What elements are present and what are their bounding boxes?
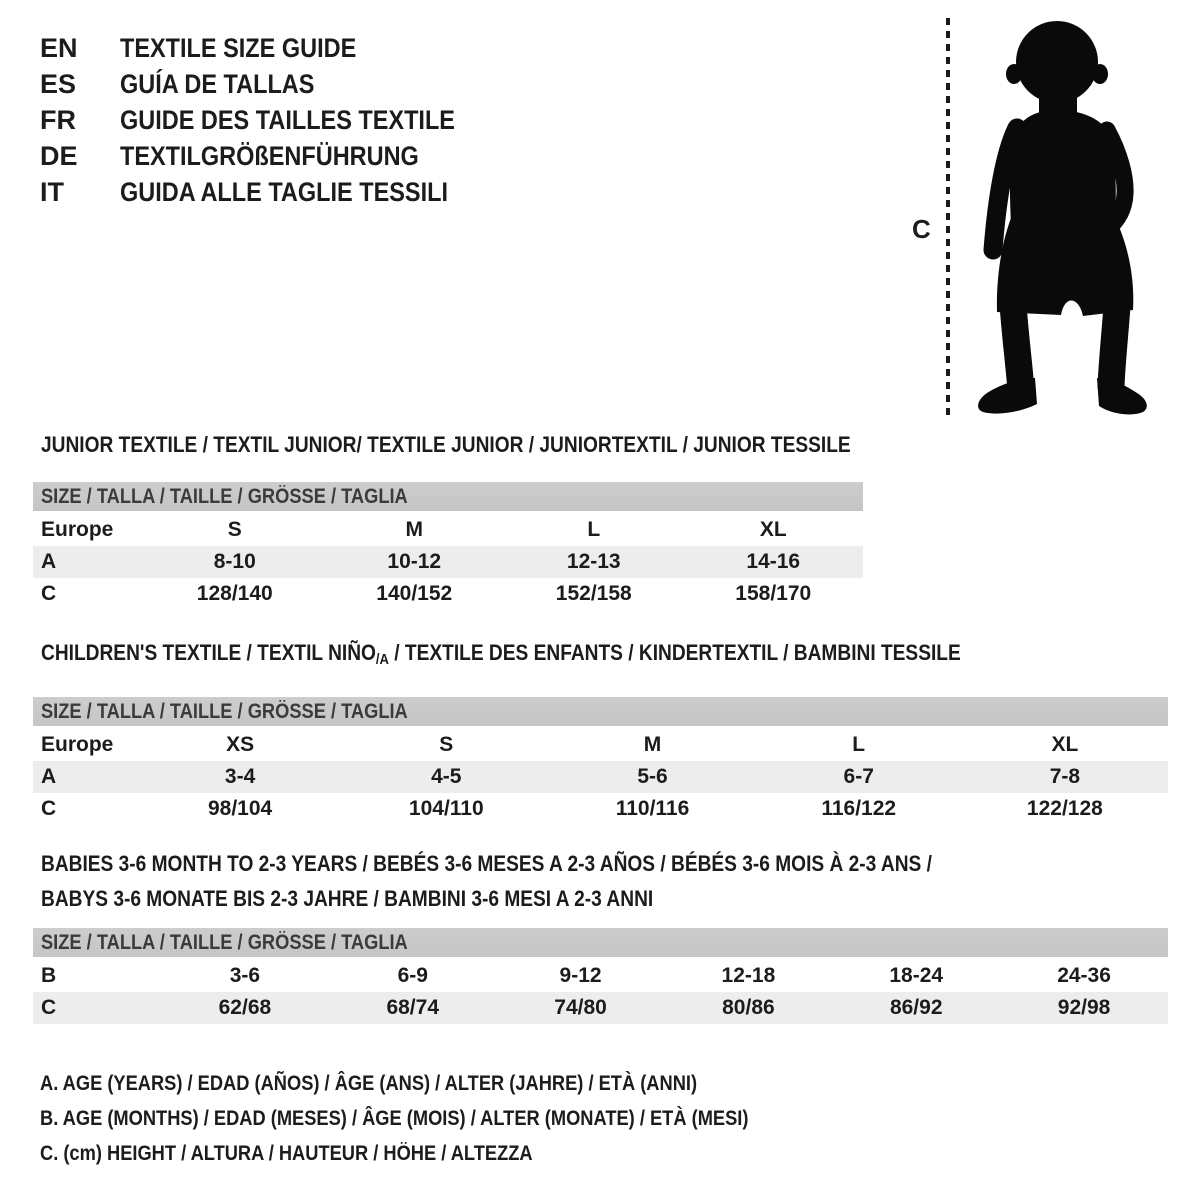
section-children-textile: [33, 642, 1168, 825]
size-value-cell: 62/68: [218, 996, 272, 1019]
section-junior-textile: [33, 434, 863, 610]
nino-a-subscript: /A: [375, 651, 389, 668]
size-value-cell: 92/98: [1057, 996, 1111, 1019]
size-value-cell: 6-9: [397, 964, 428, 987]
size-value-cell: 110/116: [615, 797, 690, 820]
guide-title-es: GUÍA DE TALLAS: [120, 68, 315, 99]
size-value-cell: 3-6: [229, 964, 261, 987]
size-value-cell: 7-8: [1049, 765, 1081, 788]
junior-heading-text: JUNIOR TEXTILE / TEXTIL JUNIOR/ TEXTILE JUNIOR / JUNIORTEXTIL / JUNIOR TESSILE: [41, 432, 851, 457]
junior-size-table: [33, 482, 863, 610]
size-value-cell: 158/170: [735, 582, 812, 605]
size-value-cell: 68/74: [386, 996, 440, 1019]
size-value-cell: 12-13: [566, 550, 621, 573]
language-row-it: [40, 174, 505, 210]
language-code: IT: [40, 176, 64, 207]
guide-title-it: GUIDA ALLE TAGLIE TESSILI: [120, 176, 448, 207]
size-value-cell: L: [587, 518, 601, 541]
size-value-cell: 10-12: [387, 550, 442, 573]
size-value-cell: S: [227, 518, 242, 541]
row-label: Europe: [41, 518, 114, 541]
size-value-cell: 140/152: [376, 582, 453, 605]
row-label: A: [41, 550, 57, 573]
table-row: [33, 793, 1168, 825]
size-table-header: [33, 928, 1168, 957]
size-value-cell: 3-4: [224, 765, 256, 788]
row-label: C: [41, 582, 57, 605]
size-value-cell: 116/122: [821, 797, 897, 820]
table-row: [33, 761, 1168, 793]
size-value-cell: 5-6: [637, 765, 668, 788]
size-value-cell: M: [405, 518, 423, 541]
size-table-header-text: SIZE / TALLA / TAILLE / GRÖSSE / TAGLIA: [41, 931, 408, 954]
table-row: [33, 729, 1168, 761]
size-value-cell: 80/86: [722, 996, 775, 1019]
row-label: C: [41, 797, 57, 820]
size-value-cell: 8-10: [213, 550, 256, 573]
size-value-cell: 4-5: [431, 765, 462, 788]
footnote-c: C. (cm) HEIGHT / ALTURA / HAUTEUR / HÖHE / ALTEZZA: [40, 1142, 533, 1165]
children-heading-text: CHILDREN'S TEXTILE / TEXTIL $NIÑO_{/A}$ / TEXTILE DES ENFANTS / KINDERTEXTIL / BAMBINI TESSILE: [41, 640, 961, 668]
legend-footnotes: [40, 1066, 854, 1171]
size-value-cell: 104/110: [408, 797, 484, 820]
size-value-cell: XL: [759, 518, 787, 541]
table-row: [33, 960, 1168, 992]
size-value-cell: S: [439, 733, 454, 756]
size-value-cell: 14-16: [746, 550, 801, 573]
babies-size-table: [33, 928, 1168, 1024]
babies-heading-line-1: BABIES 3-6 MONTH TO 2-3 YEARS / BEBÉS 3-6 MESES A 2-3 AÑOS / BÉBÉS 3-6 MOIS À 2-3 ANS /: [41, 851, 932, 876]
footnote-b: B. AGE (MONTHS) / EDAD (MESES) / ÂGE (MOIS) / ALTER (MONATE) / ETÀ (MESI): [40, 1107, 749, 1130]
language-code: EN: [40, 32, 78, 63]
row-label: A: [41, 765, 57, 788]
size-value-cell: 152/158: [555, 582, 632, 605]
row-label: B: [41, 964, 57, 987]
size-value-cell: 18-24: [889, 964, 944, 987]
size-value-cell: L: [852, 733, 866, 756]
size-table-header: [33, 697, 1168, 726]
language-code: FR: [40, 104, 76, 135]
size-value-cell: 6-7: [843, 765, 874, 788]
size-value-cell: M: [643, 733, 662, 756]
size-value-cell: XS: [226, 733, 255, 756]
row-label: C: [41, 996, 57, 1019]
table-row: [33, 514, 863, 546]
row-label: Europe: [41, 733, 114, 756]
height-dimension-label: C: [912, 214, 931, 244]
guide-title-en: TEXTILE SIZE GUIDE: [120, 32, 357, 63]
table-row: [33, 578, 863, 610]
language-code: DE: [40, 140, 78, 171]
size-value-cell: 74/80: [554, 996, 607, 1019]
footnote-a: A. AGE (YEARS) / EDAD (AÑOS) / ÂGE (ANS) / ALTER (JAHRE) / ETÀ (ANNI): [40, 1072, 698, 1095]
guide-title-fr: GUIDE DES TAILLES TEXTILE: [120, 104, 455, 135]
table-row: [33, 992, 1168, 1024]
language-title-list: [40, 30, 505, 210]
language-row-de: [40, 138, 505, 174]
size-value-cell: 12-18: [721, 964, 776, 987]
children-size-table: [33, 697, 1168, 825]
children-section-heading: [41, 642, 1168, 671]
size-value-cell: 86/92: [889, 996, 943, 1019]
size-value-cell: XL: [1051, 733, 1079, 756]
language-row-en: [40, 30, 505, 66]
babies-section-heading: [41, 846, 1168, 916]
junior-section-heading: [41, 434, 863, 456]
language-row-es: [40, 66, 505, 102]
size-value-cell: 24-36: [1057, 964, 1111, 987]
babies-heading-line-2: BABYS 3-6 MONATE BIS 2-3 JAHRE / BAMBINI 3-6 MESI A 2-3 ANNI: [41, 886, 654, 911]
size-table-header-text: SIZE / TALLA / TAILLE / GRÖSSE / TAGLIA: [41, 485, 408, 508]
toddler-silhouette-icon: [968, 18, 1160, 418]
size-value-cell: 122/128: [1026, 797, 1103, 820]
language-row-fr: [40, 102, 505, 138]
language-code: ES: [40, 68, 77, 99]
size-value-cell: 98/104: [207, 797, 273, 820]
height-dashed-line-icon: [946, 18, 950, 416]
size-value-cell: 9-12: [559, 964, 602, 987]
section-babies-textile: [33, 846, 1168, 1024]
guide-title-de: TEXTILGRÖßENFÜHRUNG: [120, 140, 419, 171]
table-row: [33, 546, 863, 578]
size-table-header: [33, 482, 863, 511]
size-value-cell: 128/140: [196, 582, 273, 605]
size-table-header-text: SIZE / TALLA / TAILLE / GRÖSSE / TAGLIA: [41, 700, 408, 723]
